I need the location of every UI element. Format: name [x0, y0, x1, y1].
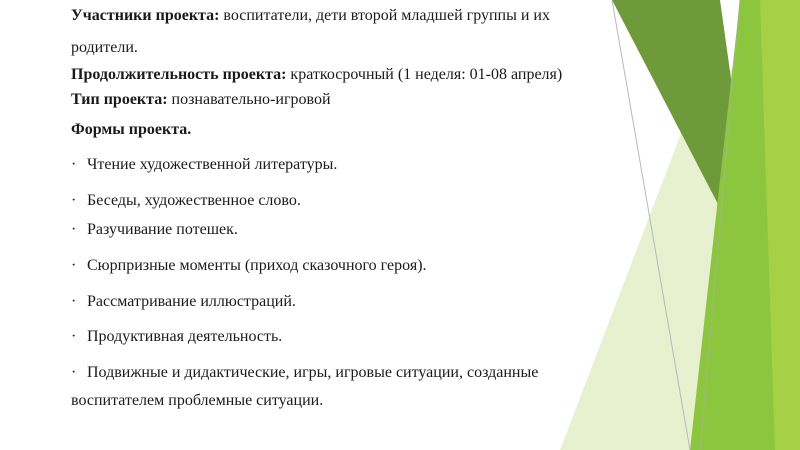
list-item-continuation: воспитателем проблемные ситуации.	[71, 392, 324, 409]
list-item: · Подвижные и дидактические, игры, игровые ситуации, созданные	[71, 364, 539, 381]
bullet-icon: ·	[71, 192, 77, 209]
list-item: · Разучивание потешек.	[71, 221, 238, 238]
list-item: · Рассматривание иллюстраций.	[71, 293, 296, 310]
type-line	[71, 90, 331, 110]
bullet-icon: ·	[71, 364, 77, 381]
duration-text: краткосрочный (1 неделя: 01-08 апреля)	[290, 66, 563, 83]
bullet-icon: ·	[71, 156, 77, 173]
participants-text: воспитатели, дети второй младшей группы и их	[223, 7, 550, 24]
participants-label: Участники проекта:	[71, 7, 220, 24]
list-item: · Беседы, художественное слово.	[71, 192, 301, 209]
list-item: · Сюрпризные моменты (приход сказочного героя).	[71, 257, 427, 274]
list-item: · Чтение художественной литературы.	[71, 156, 338, 173]
forms-heading: Формы проекта.	[71, 121, 192, 138]
bullet-icon: ·	[71, 257, 77, 274]
participants-line	[71, 6, 550, 26]
list-item: · Продуктивная деятельность.	[71, 328, 283, 345]
duration-label: Продолжительность проекта:	[71, 66, 287, 83]
participants-line-2: родители.	[71, 39, 138, 56]
duration-line	[71, 65, 562, 85]
type-text: познавательно-игровой	[171, 91, 331, 108]
type-label: Тип проекта:	[71, 91, 168, 108]
bullet-icon: ·	[71, 328, 77, 345]
bullet-icon: ·	[71, 221, 77, 238]
bullet-icon: ·	[71, 293, 77, 310]
